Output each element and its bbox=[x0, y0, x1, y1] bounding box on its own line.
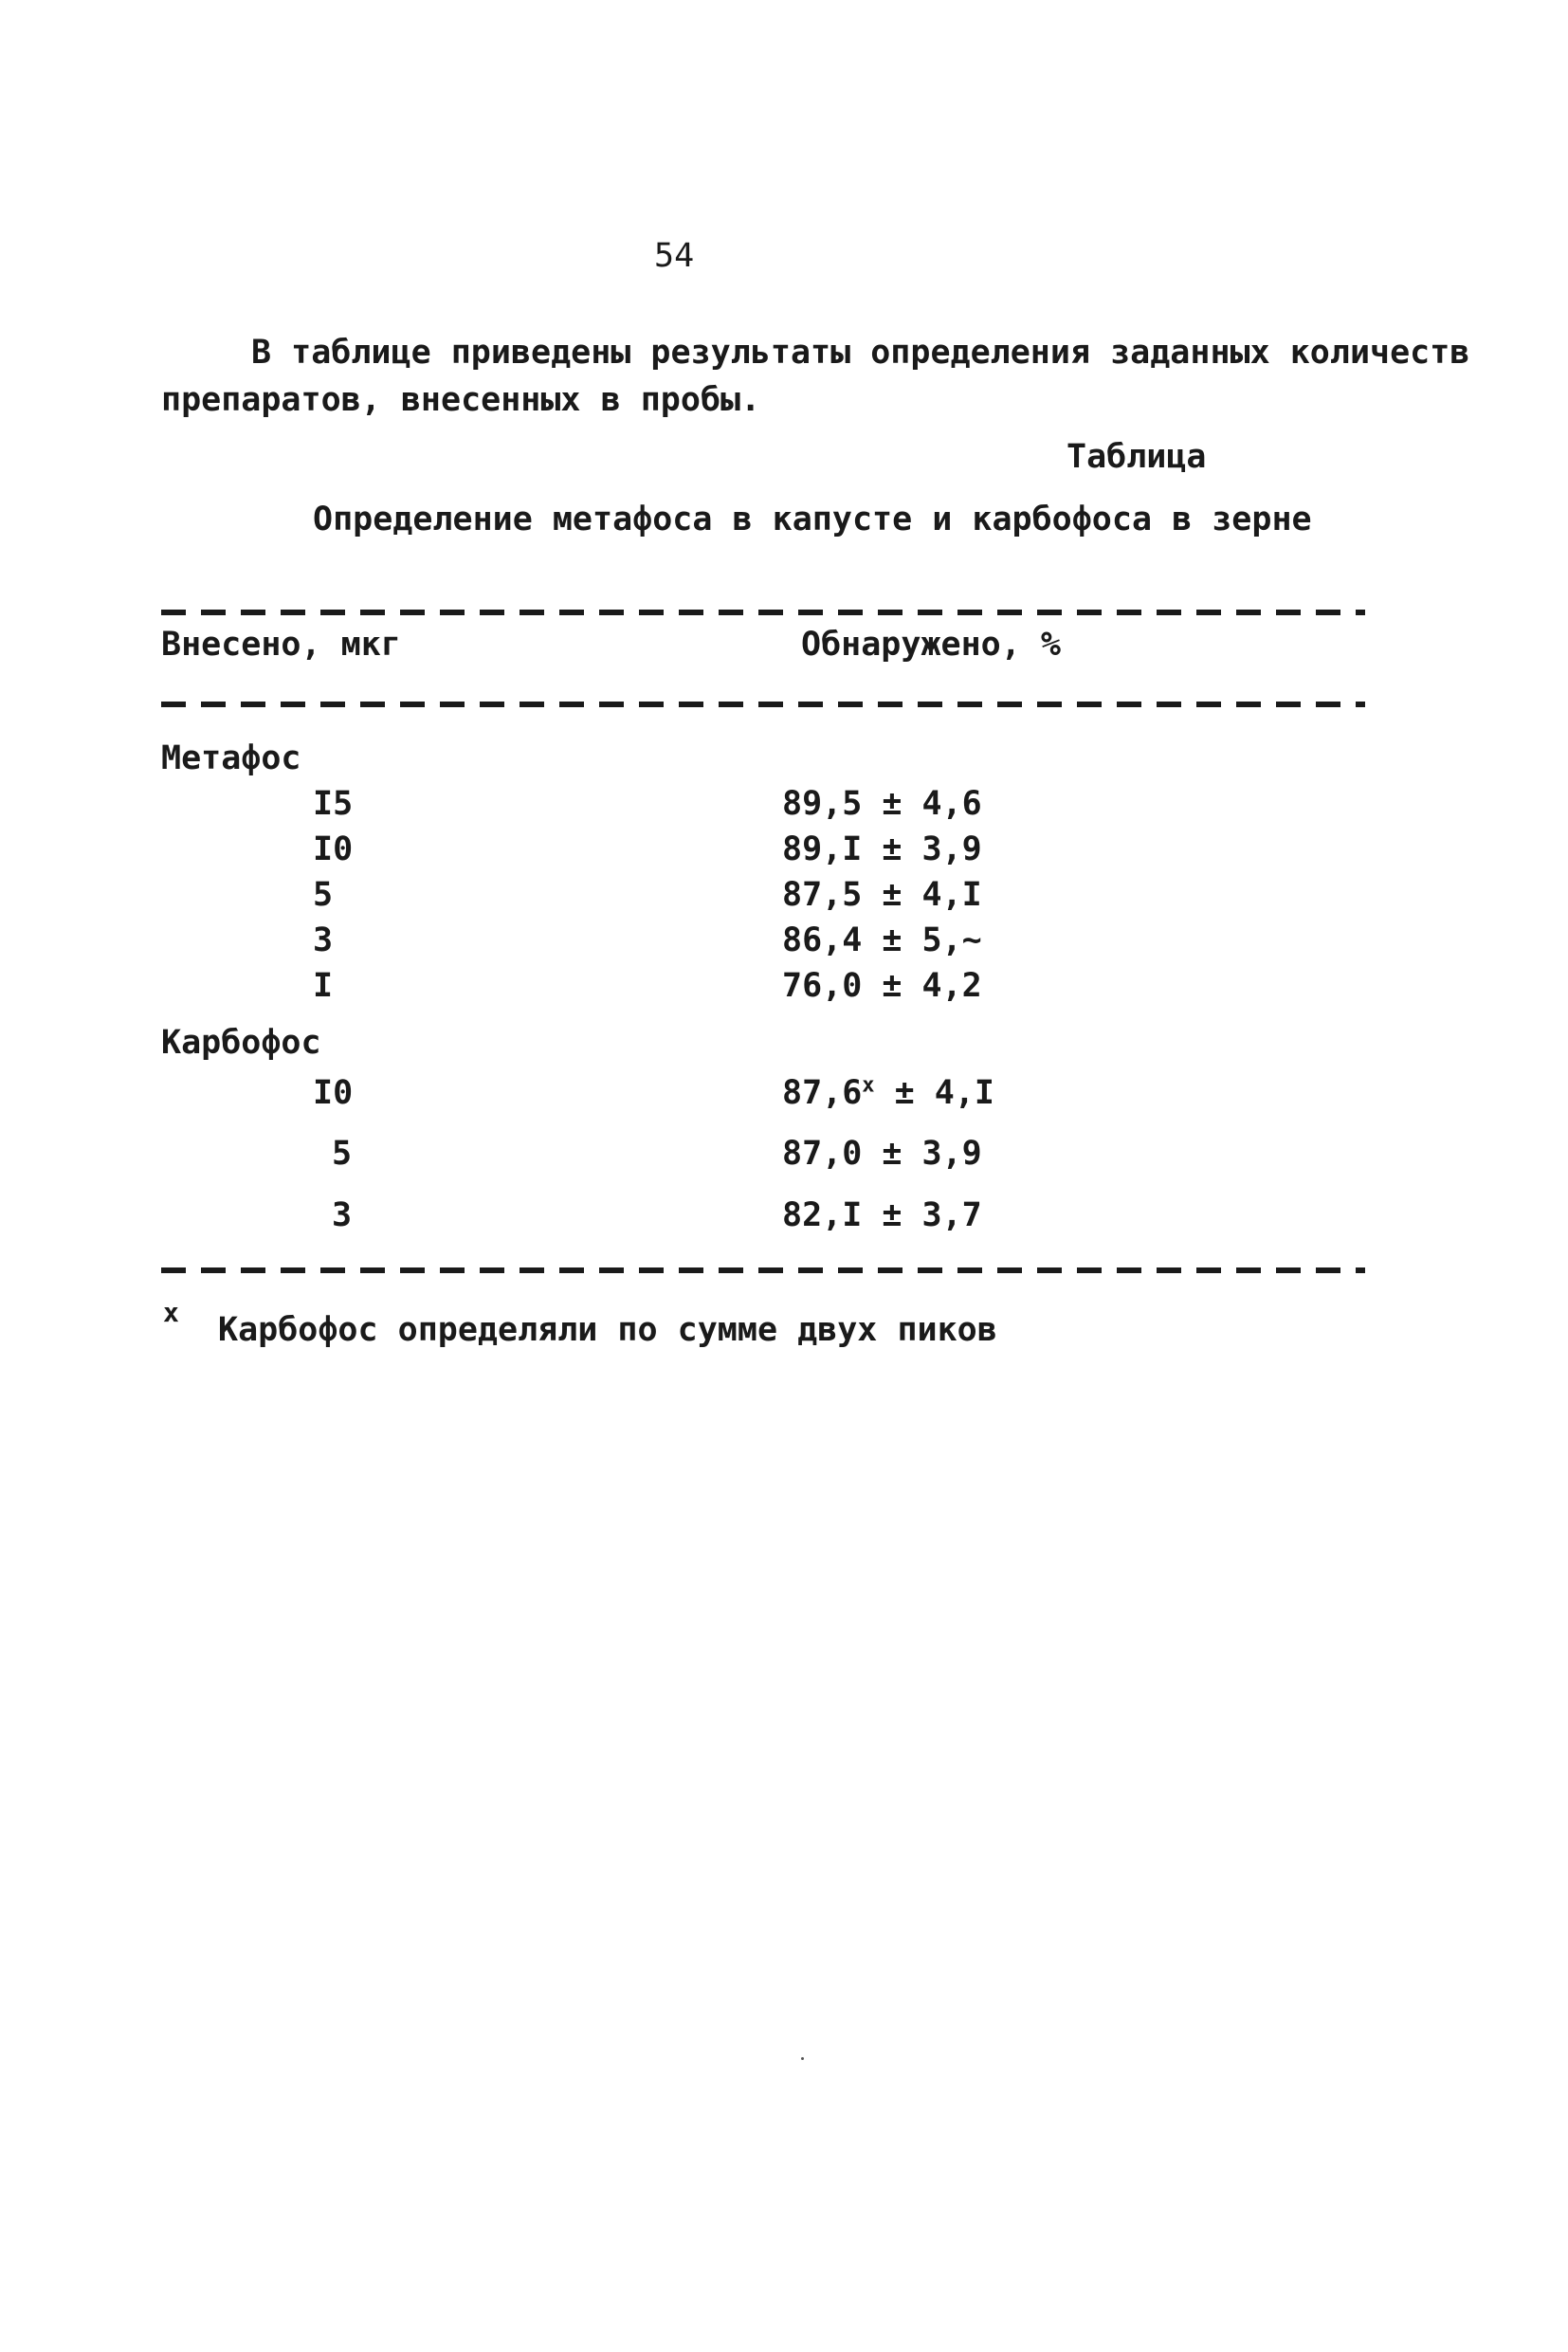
column-header-found: Обнаружено, % bbox=[801, 626, 1061, 664]
page-number: 54 bbox=[654, 237, 695, 275]
table-row-amount: 5 bbox=[332, 1135, 353, 1173]
table-title: Определение метафоса в капусте и карбофоса в зерне bbox=[313, 501, 1312, 538]
intro-text-line-1: В таблице приведены результаты определения заданных количеств bbox=[251, 334, 1470, 372]
table-row-amount: I bbox=[313, 967, 334, 1005]
table-row-amount: 5 bbox=[313, 876, 334, 914]
footnote-text: Карбофос определяли по сумме двух пиков bbox=[218, 1311, 997, 1349]
result-deviation: ± 4,I bbox=[874, 1074, 994, 1112]
table-row-result: 89,I ± 3,9 bbox=[782, 830, 982, 868]
footnote-mark: x bbox=[163, 1297, 179, 1328]
table-header-rule bbox=[161, 702, 1365, 707]
table-row-result: 86,4 ± 5,~ bbox=[782, 921, 982, 959]
table-row-result: 89,5 ± 4,6 bbox=[782, 785, 982, 823]
table-row-amount: I0 bbox=[313, 830, 354, 868]
footnote-reference: x bbox=[862, 1073, 875, 1098]
table-row-result: 87,5 ± 4,I bbox=[782, 876, 982, 914]
table-row-result: 87,0 ± 3,9 bbox=[782, 1135, 982, 1173]
table-row-result: 82,I ± 3,7 bbox=[782, 1196, 982, 1234]
table-row-amount: 3 bbox=[332, 1196, 353, 1234]
column-header-added: Внесено, мкг bbox=[161, 626, 401, 664]
table-top-rule bbox=[161, 610, 1365, 615]
table-row-result: 76,0 ± 4,2 bbox=[782, 967, 982, 1005]
table-row-result bbox=[782, 1074, 994, 1112]
table-row-amount: 3 bbox=[313, 921, 334, 959]
group-label-karbofos: Карбофос bbox=[161, 1024, 321, 1062]
table-row-amount: I0 bbox=[313, 1074, 354, 1112]
table-row-amount: I5 bbox=[313, 785, 354, 823]
table-bottom-rule bbox=[161, 1267, 1365, 1273]
table-label: Таблица bbox=[1067, 438, 1207, 476]
scan-speck bbox=[801, 2057, 804, 2060]
result-value: 87,6 bbox=[782, 1074, 863, 1112]
intro-text-line-2: препаратов, внесенных в пробы. bbox=[161, 381, 761, 419]
group-label-metaphos: Метафос bbox=[161, 739, 301, 777]
